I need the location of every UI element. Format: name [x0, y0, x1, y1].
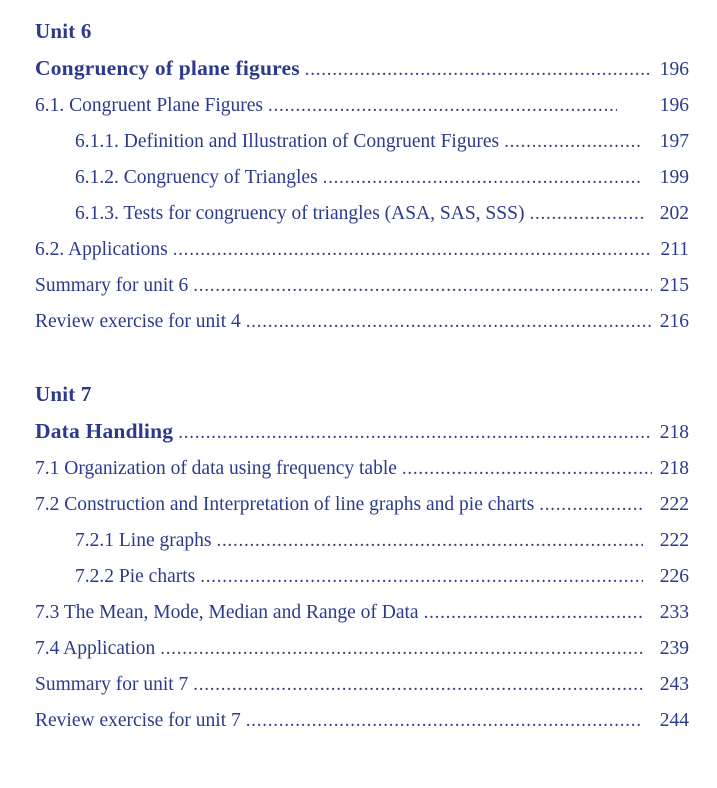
toc-entry-page: 196 [659, 59, 689, 80]
dot-leader [246, 304, 652, 340]
dot-leader [305, 52, 652, 88]
toc-entry-page: 233 [659, 602, 689, 623]
toc-entry-6-1 [35, 88, 689, 124]
toc-entry-label: Review exercise for unit 4 [35, 311, 241, 332]
dot-leader [193, 268, 652, 304]
toc-entry-review-exercise-unit-4 [35, 304, 689, 340]
unit-6-heading: Unit 6 [35, 19, 92, 43]
toc-entry-label: Summary for unit 6 [35, 275, 189, 296]
toc-entry-unit-6-title [35, 50, 689, 88]
toc-entry-page: 218 [659, 458, 689, 479]
toc-entry-label: Congruency of plane figures [35, 56, 300, 80]
toc-entry-6-1-2 [35, 160, 689, 196]
toc-entry-label: 7.3 The Mean, Mode, Median and Range of Data [35, 602, 419, 623]
toc-entry-7-1 [35, 451, 689, 487]
toc-entry-6-1-1 [35, 124, 689, 160]
toc-entry-label: Review exercise for unit 7 [35, 710, 241, 731]
toc-entry-6-1-3 [35, 196, 689, 232]
toc-entry-7-2 [35, 487, 689, 523]
toc-entry-page: 222 [659, 494, 689, 515]
dot-leader [173, 232, 652, 268]
toc-entry-label: Summary for unit 7 [35, 674, 189, 695]
toc-entry-7-2-1 [35, 523, 689, 559]
toc-entry-page: 211 [660, 239, 689, 260]
dot-leader [402, 451, 652, 487]
dot-leader [178, 415, 652, 451]
toc-entry-7-3 [35, 595, 689, 631]
dot-leader [323, 160, 643, 196]
toc-entry-page: 196 [659, 95, 689, 116]
unit-7-heading: Unit 7 [35, 382, 92, 406]
toc-entry-label: 7.2.1 Line graphs [75, 530, 212, 551]
toc-entry-page: 239 [659, 638, 689, 659]
toc-entry-label: 7.4 Application [35, 638, 156, 659]
toc-entry-7-4 [35, 631, 689, 667]
dot-leader [200, 559, 643, 595]
dot-leader [246, 703, 643, 739]
dot-leader [193, 667, 643, 703]
toc-entry-label: 6.1.2. Congruency of Triangles [75, 167, 318, 188]
toc-entry-page: 215 [659, 275, 689, 296]
dot-leader [529, 196, 643, 232]
dot-leader [216, 523, 643, 559]
toc-entry-page: 216 [659, 311, 689, 332]
toc-entry-label: 6.1.3. Tests for congruency of triangles (ASA, SAS, SSS) [75, 203, 525, 224]
toc-entry-label: 7.1 Organization of data using frequency table [35, 458, 397, 479]
toc-entry-label: 7.2 Construction and Interpretation of line graphs and pie charts [35, 494, 535, 515]
toc-entry-review-exercise-unit-7 [35, 703, 689, 739]
toc-entry-page: 222 [659, 530, 689, 551]
dot-leader [539, 487, 643, 523]
toc-entry-summary-unit-7 [35, 667, 689, 703]
dot-leader [424, 595, 643, 631]
toc-section-unit-7 [35, 375, 689, 739]
toc-entry-label: 7.2.2 Pie charts [75, 566, 196, 587]
toc-entry-label: 6.2. Applications [35, 239, 168, 260]
toc-entry-6-2 [35, 232, 689, 268]
toc-entry-page: 218 [659, 422, 689, 443]
toc-entry-page: 202 [659, 203, 689, 224]
toc-entry-page: 226 [659, 566, 689, 587]
toc-entry-label: 6.1. Congruent Plane Figures [35, 95, 264, 116]
toc-entry-page: 197 [659, 131, 689, 152]
toc-entry-page: 244 [659, 710, 689, 731]
toc-entry-7-2-2 [35, 559, 689, 595]
dot-leader [504, 124, 643, 160]
toc-entry-page: 199 [659, 167, 689, 188]
toc-entry-summary-unit-6 [35, 268, 689, 304]
toc-entry-unit-7-title [35, 413, 689, 451]
dot-leader [160, 631, 643, 667]
toc-entry-label: 6.1.1. Definition and Illustration of Congruent Figures [75, 131, 500, 152]
dot-leader [268, 88, 617, 124]
toc-section-unit-6 [35, 12, 689, 340]
toc-entry-page: 243 [659, 674, 689, 695]
toc-entry-label: Data Handling [35, 419, 174, 443]
